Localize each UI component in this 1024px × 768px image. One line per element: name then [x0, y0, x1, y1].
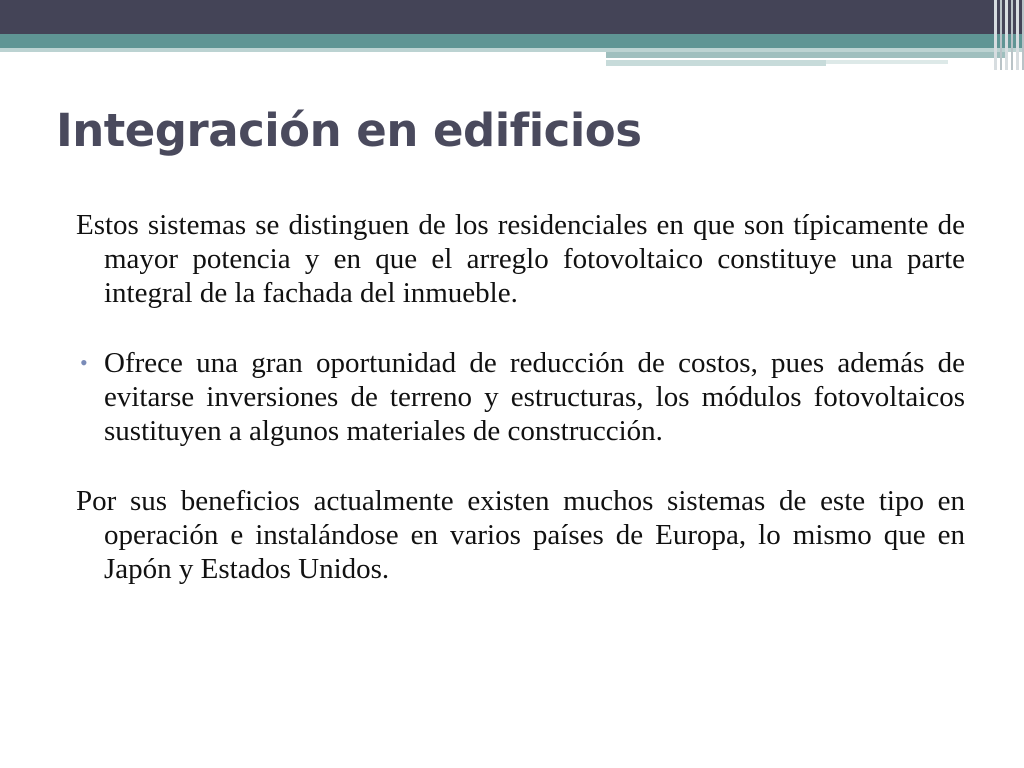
paragraph: Estos sistemas se distinguen de los residenciales en que son típicamente de mayor potencia y en que el arreglo fotovoltaico constituye una parte integral de la fachada del inmueble. — [76, 209, 965, 309]
header-accent-bar — [606, 52, 1006, 58]
bullet-text: Ofrece una gran oportunidad de reducción de costos, pues además de evitarse inversiones de terreno y estructuras, los módulos fotovoltaicos sustituyen a algunos materiales de construcción. — [104, 347, 965, 447]
bullet-icon: • — [80, 350, 88, 375]
bullet-item — [76, 346, 965, 448]
header-stripes — [994, 0, 1024, 70]
paragraph: Por sus beneficios actualmente existen muchos sistemas de este tipo en operación e instalándose en varios países de Europa, lo mismo que en Japón y Estados Unidos. — [76, 485, 965, 585]
header-band-teal — [0, 34, 1024, 48]
slide-body — [76, 208, 965, 622]
header-accent-bar — [826, 60, 948, 64]
header-accent-bar — [606, 60, 826, 66]
slide-title: Integración en edificios — [56, 104, 642, 157]
header-band-dark — [0, 0, 1024, 34]
